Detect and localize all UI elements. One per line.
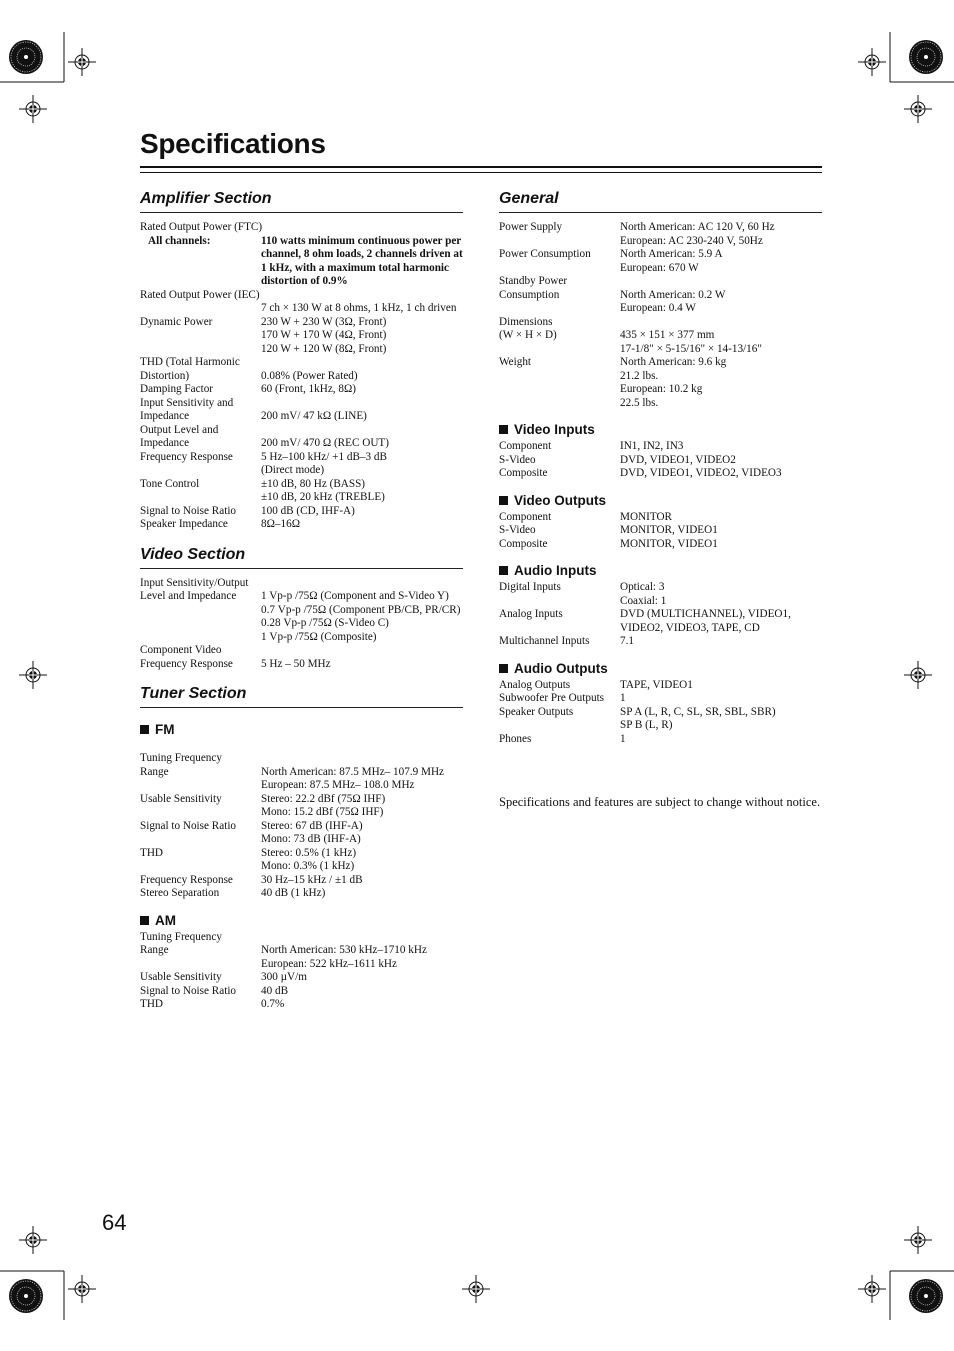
spec-value: 110 watts minimum continuous power per channel, 8 ohm loads, 2 channels driven at 1 kHz, with a maximum total harmonic distortion of 0.9% bbox=[261, 234, 463, 287]
spec-row bbox=[499, 608, 822, 635]
spec-value: 1 bbox=[620, 692, 626, 704]
spec-row bbox=[140, 397, 463, 424]
spec-label: Component bbox=[499, 510, 552, 523]
spec-label: Analog Outputs bbox=[499, 678, 571, 691]
tuner-section bbox=[140, 683, 463, 1012]
page-title: Specifications bbox=[140, 128, 326, 159]
video-outputs-section bbox=[499, 493, 822, 552]
spec-value: 40 dB bbox=[261, 984, 289, 997]
spec-label: Analog Inputs bbox=[499, 608, 563, 620]
spec-label: Component bbox=[499, 440, 552, 452]
spec-label: Frequency Response bbox=[140, 873, 233, 886]
amplifier-section bbox=[140, 188, 463, 532]
spec-row bbox=[499, 316, 822, 357]
spec-label: Input Sensitivity/Output bbox=[140, 576, 249, 589]
spec-row bbox=[140, 577, 463, 591]
video-section bbox=[140, 544, 463, 672]
spec-row bbox=[140, 221, 463, 235]
amplifier-spec-list bbox=[140, 221, 463, 532]
audio-outputs-heading bbox=[499, 661, 822, 677]
spec-row bbox=[140, 302, 463, 316]
spec-label bbox=[140, 302, 261, 316]
video-inputs-list bbox=[499, 440, 822, 481]
left-column bbox=[140, 188, 463, 1024]
am-subheading-label: AM bbox=[155, 912, 176, 928]
spec-row bbox=[499, 454, 822, 468]
spec-label: Signal to Noise Ratio bbox=[140, 504, 237, 517]
spec-value: 230 W + 230 W (3Ω, Front) 170 W + 170 W (4Ω, Front) 120 W + 120 W (8Ω, Front) bbox=[261, 315, 387, 355]
spec-label: THD bbox=[140, 846, 163, 859]
spec-row bbox=[140, 316, 463, 357]
spec-row bbox=[499, 538, 822, 552]
spec-row bbox=[140, 971, 463, 985]
spec-value: 60 (Front, 1kHz, 8Ω) bbox=[261, 383, 357, 395]
spec-label: Dimensions (W × H × D) bbox=[499, 315, 557, 341]
spec-row bbox=[140, 424, 463, 451]
spec-value: TAPE, VIDEO1 bbox=[620, 678, 693, 691]
spec-row bbox=[140, 887, 463, 901]
spec-row bbox=[140, 505, 463, 519]
video-outputs-heading-label: Video Outputs bbox=[514, 492, 607, 508]
spec-label: Frequency Response bbox=[140, 450, 233, 463]
spec-value: MONITOR, VIDEO1 bbox=[620, 537, 718, 550]
spec-label: Tuning Frequency Range bbox=[140, 930, 222, 956]
spec-value: North American: 9.6 kg 21.2 lbs. European: 10.2 kg 22.5 lbs. bbox=[620, 356, 727, 409]
am-spec-list bbox=[140, 931, 463, 1012]
spec-value: North American: 0.2 W European: 0.4 W bbox=[620, 288, 726, 314]
spec-value: ±10 dB, 80 Hz (BASS) ±10 dB, 20 kHz (TREBLE) bbox=[261, 477, 385, 503]
spec-row bbox=[140, 931, 463, 972]
spec-label: Signal to Noise Ratio bbox=[140, 984, 237, 997]
spec-value: 200 mV/ 47 kΩ (LINE) bbox=[261, 410, 367, 422]
spec-value: IN1, IN2, IN3 bbox=[620, 440, 684, 452]
spec-value: 7 ch × 130 W at 8 ohms, 1 kHz, 1 ch driven bbox=[261, 302, 457, 314]
spec-value: Stereo: 22.2 dBf (75Ω IHF) Mono: 15.2 dBf (75Ω IHF) bbox=[261, 792, 386, 818]
spec-value: North American: 5.9 A European: 670 W bbox=[620, 248, 723, 274]
spec-row bbox=[140, 874, 463, 888]
square-bullet-icon bbox=[140, 725, 149, 734]
spec-row bbox=[499, 635, 822, 649]
spec-value: SP A (L, R, C, SL, SR, SBL, SBR) SP B (L, R) bbox=[620, 705, 776, 731]
spec-label: Power Consumption bbox=[499, 248, 591, 260]
audio-inputs-list bbox=[499, 581, 822, 649]
general-section bbox=[499, 188, 822, 410]
spec-label: Output Level and Impedance bbox=[140, 423, 219, 449]
spec-label: Component Video Frequency Response bbox=[140, 644, 233, 670]
spec-label: Dynamic Power bbox=[140, 315, 213, 328]
spec-value: 300 µV/m bbox=[261, 971, 307, 983]
spec-row bbox=[140, 847, 463, 874]
spec-value: DVD (MULTICHANNEL), VIDEO1, VIDEO2, VIDEO3, TAPE, CD bbox=[620, 608, 791, 634]
spec-value: DVD, VIDEO1, VIDEO2, VIDEO3 bbox=[620, 467, 782, 479]
square-bullet-icon bbox=[499, 664, 508, 673]
square-bullet-icon bbox=[140, 916, 149, 925]
spec-value: 1 bbox=[620, 732, 626, 745]
square-bullet-icon bbox=[499, 566, 508, 575]
spec-label: Phones bbox=[499, 732, 532, 745]
audio-inputs-heading bbox=[499, 563, 822, 579]
spec-row bbox=[499, 581, 822, 608]
spec-label: Input Sensitivity and Impedance bbox=[140, 396, 234, 422]
spec-value: North American: 530 kHz–1710 kHz European: 522 kHz–1611 kHz bbox=[261, 944, 427, 970]
spec-row bbox=[140, 820, 463, 847]
title-rule-thin bbox=[140, 172, 822, 173]
spec-row bbox=[140, 383, 463, 397]
spec-row bbox=[499, 248, 822, 275]
spec-label: Tuning Frequency Range bbox=[140, 752, 222, 778]
audio-outputs-section bbox=[499, 661, 822, 747]
spec-label: Speaker Impedance bbox=[140, 518, 228, 530]
spec-row bbox=[140, 590, 463, 644]
spec-label: Weight bbox=[499, 356, 532, 368]
spec-row bbox=[499, 692, 822, 706]
general-section-heading: General bbox=[499, 188, 822, 213]
spec-label: Standby Power Consumption bbox=[499, 275, 568, 301]
spec-label: THD (Total Harmonic Distortion) bbox=[140, 356, 240, 382]
spec-label: Rated Output Power (FTC) bbox=[140, 221, 263, 233]
video-inputs-section bbox=[499, 422, 822, 481]
square-bullet-icon bbox=[499, 425, 508, 434]
spec-label: Subwoofer Pre Outputs bbox=[499, 692, 605, 704]
spec-row bbox=[499, 706, 822, 733]
spec-row bbox=[140, 752, 463, 793]
spec-value: North American: 87.5 MHz– 107.9 MHz European: 87.5 MHz– 108.0 MHz bbox=[261, 765, 445, 791]
spec-value: 100 dB (CD, IHF-A) bbox=[261, 504, 355, 517]
am-subheading bbox=[140, 913, 463, 929]
title-rule bbox=[140, 166, 822, 168]
spec-value: 435 × 151 × 377 mm 17-1/8" × 5-15/16" × 14-13/16" bbox=[620, 329, 762, 355]
spec-value: 8Ω–16Ω bbox=[261, 518, 301, 530]
spec-value: 200 mV/ 470 Ω (REC OUT) bbox=[261, 437, 389, 449]
spec-label: S-Video bbox=[499, 453, 536, 466]
spec-value: Stereo: 0.5% (1 kHz) Mono: 0.3% (1 kHz) bbox=[261, 846, 357, 872]
spec-label: Level and Impedance bbox=[140, 590, 237, 602]
spec-row bbox=[499, 511, 822, 525]
audio-outputs-heading-label: Audio Outputs bbox=[514, 660, 608, 676]
spec-value: 40 dB (1 kHz) bbox=[261, 887, 326, 899]
spec-value: MONITOR bbox=[620, 510, 673, 523]
spec-label: Rated Output Power (IEC) bbox=[140, 288, 260, 301]
spec-row bbox=[140, 451, 463, 478]
spec-value: North American: AC 120 V, 60 Hz European: AC 230-240 V, 50Hz bbox=[620, 221, 775, 247]
spec-label: All channels: bbox=[148, 234, 211, 247]
fm-subheading bbox=[140, 722, 463, 738]
spec-label: Damping Factor bbox=[140, 383, 214, 395]
spec-value: MONITOR, VIDEO1 bbox=[620, 524, 718, 536]
change-notice: Specifications and features are subject to change without notice. bbox=[499, 795, 821, 809]
spec-row bbox=[140, 356, 463, 383]
spec-label: Digital Inputs bbox=[499, 581, 561, 593]
spec-label: Multichannel Inputs bbox=[499, 635, 590, 647]
spec-row bbox=[499, 356, 822, 410]
audio-outputs-list bbox=[499, 679, 822, 747]
spec-row bbox=[499, 467, 822, 481]
spec-value: 7.1 bbox=[620, 635, 634, 647]
spec-value: 1 Vp-p /75Ω (Component and S-Video Y) 0.7 Vp-p /75Ω (Component PB/CB, PR/CR) 0.28 Vp-p /75Ω (S-Video C) 1 Vp-p /75Ω (Composite) bbox=[261, 590, 461, 643]
spec-row bbox=[140, 998, 463, 1012]
spec-label: Composite bbox=[499, 537, 548, 550]
spec-row bbox=[499, 733, 822, 747]
spec-value: Optical: 3 Coaxial: 1 bbox=[620, 581, 667, 607]
audio-inputs-heading-label: Audio Inputs bbox=[514, 563, 597, 578]
spec-label: Speaker Outputs bbox=[499, 705, 574, 718]
video-outputs-heading bbox=[499, 493, 822, 509]
spec-label: THD bbox=[140, 998, 163, 1010]
spec-row bbox=[499, 275, 822, 316]
video-spec-list bbox=[140, 577, 463, 672]
spec-value: 0.7% bbox=[261, 998, 285, 1010]
spec-label: Stereo Separation bbox=[140, 887, 220, 899]
spec-label: Usable Sensitivity bbox=[140, 792, 222, 805]
square-bullet-icon bbox=[499, 496, 508, 505]
spec-row bbox=[499, 679, 822, 693]
amplifier-section-heading: Amplifier Section bbox=[140, 188, 463, 213]
video-outputs-list bbox=[499, 511, 822, 552]
spec-label: Power Supply bbox=[499, 221, 563, 233]
spec-label: S-Video bbox=[499, 524, 536, 536]
spec-value: DVD, VIDEO1, VIDEO2 bbox=[620, 453, 736, 466]
spec-value: 5 Hz–100 kHz/ +1 dB–3 dB (Direct mode) bbox=[261, 450, 387, 476]
video-section-heading: Video Section bbox=[140, 544, 463, 569]
spec-label: Signal to Noise Ratio bbox=[140, 819, 237, 832]
general-spec-list bbox=[499, 221, 822, 410]
spec-row bbox=[499, 524, 822, 538]
spec-label: Usable Sensitivity bbox=[140, 971, 222, 983]
audio-inputs-section bbox=[499, 563, 822, 649]
spec-row bbox=[140, 235, 463, 289]
tuner-section-heading: Tuner Section bbox=[140, 683, 463, 708]
spec-row bbox=[499, 440, 822, 454]
spec-row bbox=[140, 793, 463, 820]
fm-subheading-label: FM bbox=[155, 722, 175, 737]
page-number: 64 bbox=[102, 1210, 127, 1235]
spec-row bbox=[140, 289, 463, 303]
video-inputs-heading bbox=[499, 422, 822, 438]
spec-value: 5 Hz – 50 MHz bbox=[261, 657, 331, 670]
spec-row bbox=[140, 985, 463, 999]
spec-row bbox=[140, 478, 463, 505]
spec-value: 30 Hz–15 kHz / ±1 dB bbox=[261, 873, 363, 886]
spec-value: 0.08% (Power Rated) bbox=[261, 369, 358, 382]
spec-value: Stereo: 67 dB (IHF-A) Mono: 73 dB (IHF-A) bbox=[261, 819, 363, 845]
fm-spec-list bbox=[140, 752, 463, 901]
right-column bbox=[499, 188, 822, 824]
spec-row bbox=[140, 644, 463, 671]
spec-row bbox=[140, 518, 463, 532]
spec-label: Composite bbox=[499, 467, 548, 479]
spec-row bbox=[499, 221, 822, 248]
video-inputs-heading-label: Video Inputs bbox=[514, 422, 595, 437]
spec-label: Tone Control bbox=[140, 477, 200, 490]
